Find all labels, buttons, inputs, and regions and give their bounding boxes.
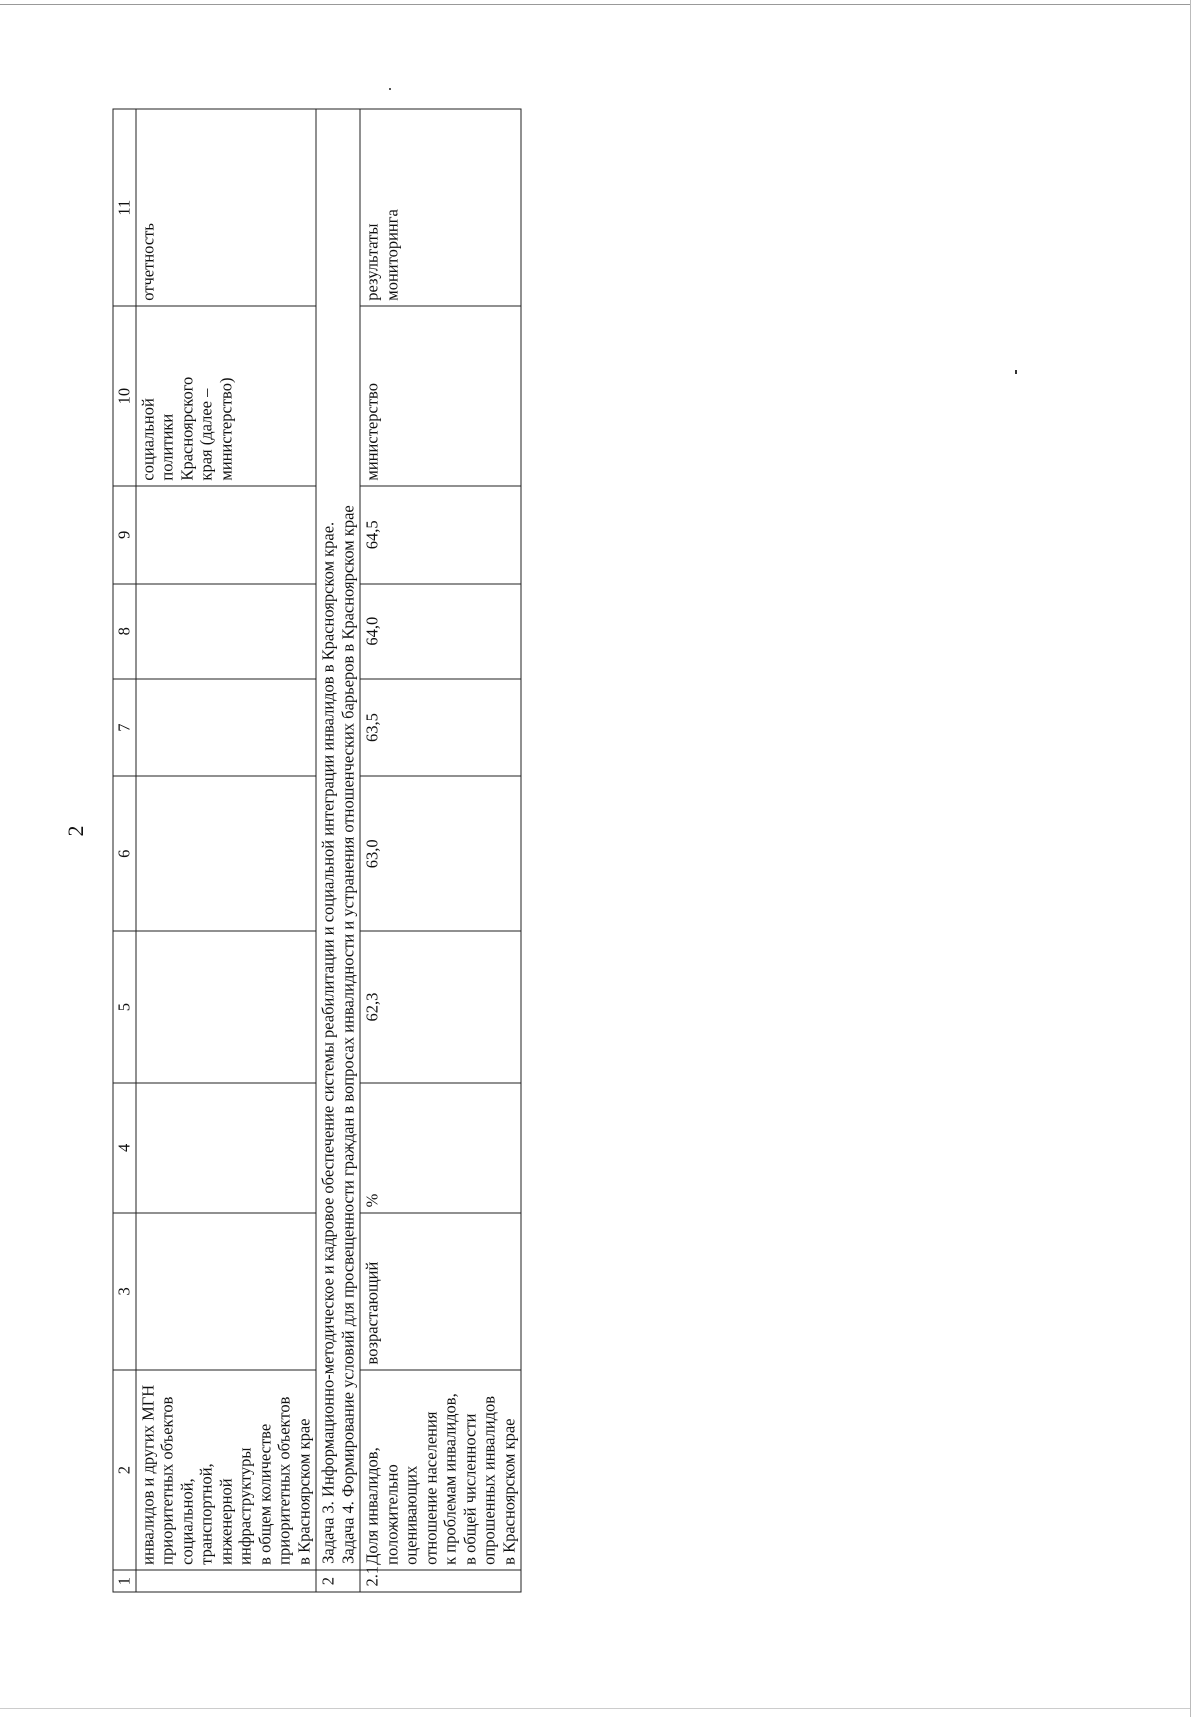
indicator-value: 63,0 [360, 776, 521, 931]
indicator-table [113, 109, 522, 1593]
indicator-source: результаты мониторинга [360, 109, 521, 306]
page-number: 2 [63, 825, 88, 837]
table-cell [136, 931, 316, 1083]
indicator-unit: % [360, 1083, 521, 1213]
scan-speck [389, 88, 391, 90]
task-row [316, 109, 360, 1592]
header-cell: 2 [113, 1370, 136, 1570]
table-cell [136, 1083, 316, 1213]
indicator-value: 62,3 [360, 931, 521, 1083]
header-cell: 8 [113, 584, 136, 679]
header-row [113, 109, 136, 1592]
table-cell [136, 1213, 316, 1370]
indicator-name-continued: инвалидов и других МГН приоритетных объектов социальной, транспортной, инженерной инфраструктуры в общем количестве приоритетных объектов в Красноярском крае [136, 1370, 316, 1570]
header-cell: 6 [113, 776, 136, 931]
header-cell: 4 [113, 1083, 136, 1213]
task-number: 2 [316, 1570, 360, 1592]
indicator-responsible: министерство [360, 306, 521, 486]
table-cell [136, 486, 316, 583]
scan-edge-top [0, 4, 1190, 5]
indicator-table-wrapper [113, 109, 518, 1593]
header-cell: 11 [113, 109, 136, 306]
indicator-trend: возрастающий [360, 1213, 521, 1370]
indicator-value: 63,5 [360, 679, 521, 776]
scan-edge-bottom [0, 1708, 1190, 1709]
header-cell: 7 [113, 679, 136, 776]
scan-edge-right [1190, 0, 1191, 1717]
indicator-name: Доля инвалидов, положительно оценивающих отношение населения к проблемам инвалидов, в общей численности опрошенных инвалидов в Красноярском крае [360, 1370, 521, 1570]
header-cell: 1 [113, 1570, 136, 1592]
task-description [316, 109, 360, 1570]
header-cell: 5 [113, 931, 136, 1083]
continuation-row [136, 109, 316, 1592]
indicator-value: 64,5 [360, 486, 521, 583]
task-3-text: Задача 3. Информационно-методическое и кадровое обеспечение системы реабилитации и социальной интеграции инвалидов в Красноярском крае. [318, 521, 338, 1564]
scan-speck [1015, 370, 1017, 374]
header-cell: 10 [113, 306, 136, 486]
table-cell [136, 679, 316, 776]
task-4-text: Задача 4. Формирование условий для просвещенности граждан в вопросах инвалидности и устранения отношенческих барьеров в Красноярском крае [338, 505, 358, 1564]
responsible-continued: социальной политики Красноярского края (далее – министерство) [136, 306, 316, 486]
indicator-number: 2.1 [360, 1570, 521, 1592]
header-cell: 9 [113, 486, 136, 583]
table-cell [136, 584, 316, 679]
table-cell [136, 1570, 316, 1592]
table-cell [136, 776, 316, 931]
source-continued: отчетность [136, 109, 316, 306]
indicator-row [360, 109, 521, 1592]
header-cell: 3 [113, 1213, 136, 1370]
indicator-value: 64,0 [360, 584, 521, 679]
